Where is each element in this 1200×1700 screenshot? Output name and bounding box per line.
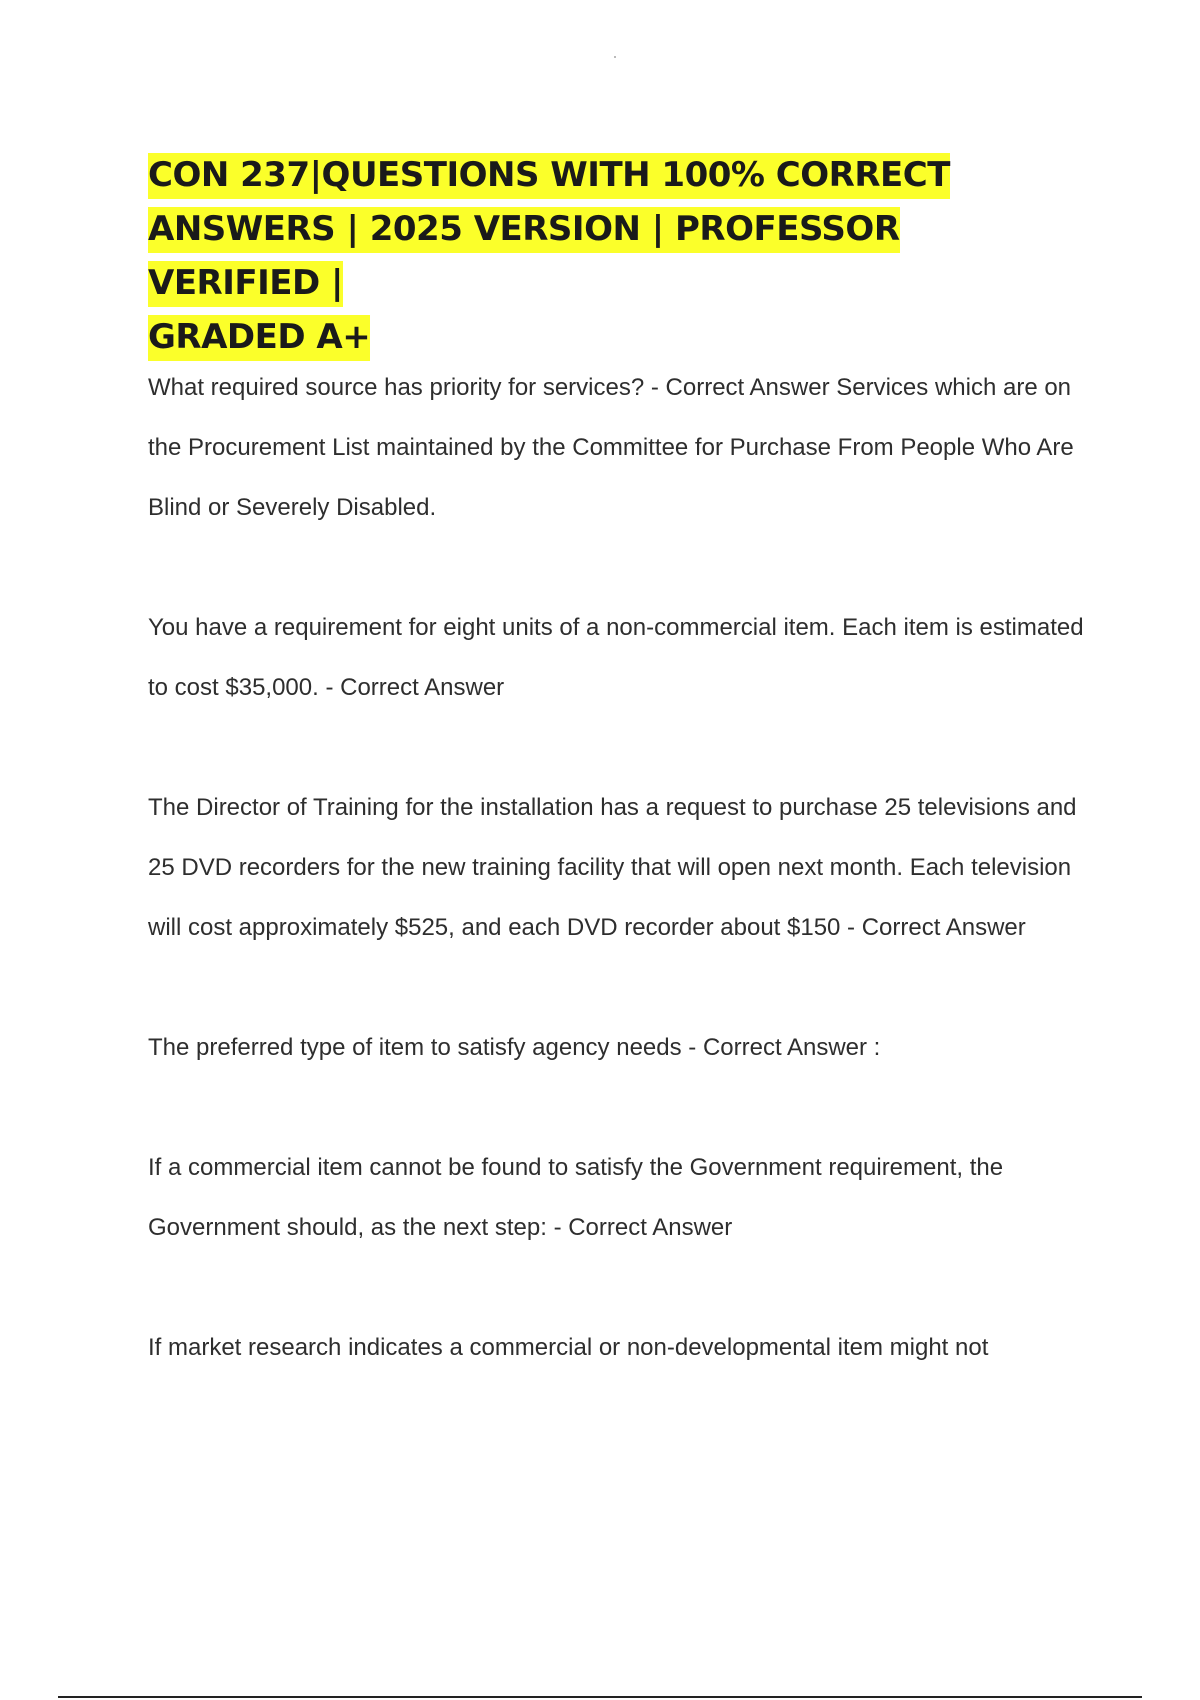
document-title <box>148 148 1078 364</box>
title-line: GRADED A+ <box>148 315 370 361</box>
scan-speck <box>614 56 616 58</box>
question-text: The preferred type of item to satisfy agency needs - Correct Answer : <box>148 1034 881 1061</box>
question-text: You have a requirement for eight units of a non-commercial item. Each item is estimated to cost $35,000. - Correct Answer <box>148 614 1084 701</box>
qa-item <box>148 778 1088 958</box>
qa-item <box>148 1318 1088 1378</box>
qa-item <box>148 358 1088 538</box>
question-text: If market research indicates a commercial or non-developmental item might not <box>148 1334 989 1361</box>
qa-list <box>148 358 1088 1438</box>
qa-item <box>148 1138 1088 1258</box>
title-line: CON 237|QUESTIONS WITH 100% CORRECT <box>148 153 950 199</box>
question-text: The Director of Training for the installation has a request to purchase 25 televisions and 25 DVD recorders for the new training facility that will open next month. Each television will cost approximately $525, and each DVD recorder about $150 - Correct Answer <box>148 794 1077 941</box>
answer-text: Services which are on the Procurement List maintained by the Committee for Purchase From People Who Are Blind or Severely Disabled. <box>148 374 1074 521</box>
question-text: If a commercial item cannot be found to satisfy the Government requirement, the Government should, as the next step: - Correct Answer <box>148 1154 1004 1241</box>
footer-divider <box>58 1696 1142 1698</box>
question-text: What required source has priority for services? - Correct Answer <box>148 374 830 401</box>
title-line: ANSWERS | 2025 VERSION | PROFESSOR VERIFIED | <box>148 207 900 307</box>
qa-item <box>148 1018 1088 1078</box>
qa-item <box>148 598 1088 718</box>
